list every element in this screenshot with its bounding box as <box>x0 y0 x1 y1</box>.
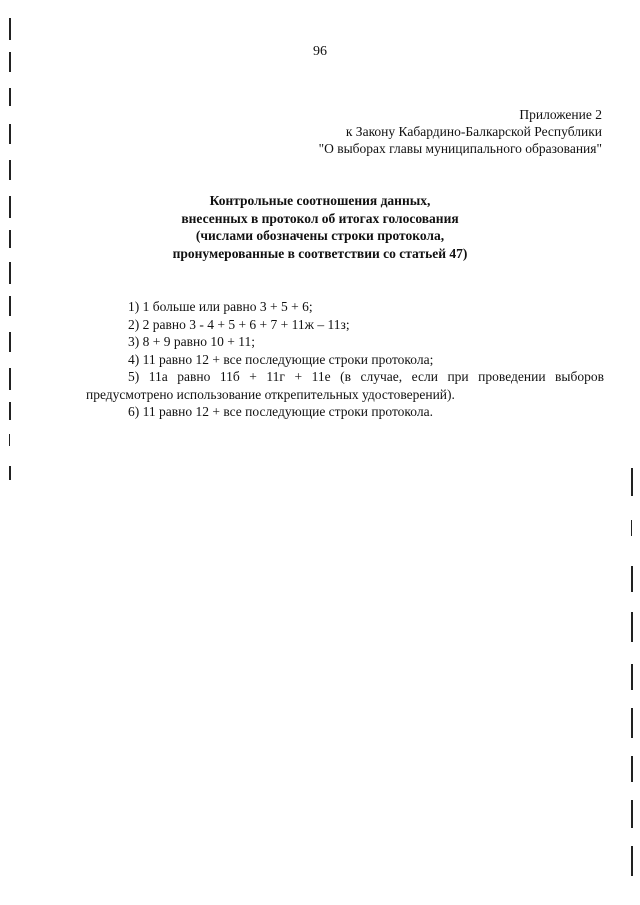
list-item: 1) 1 больше или равно 3 + 5 + 6; <box>128 299 313 314</box>
title-line: пронумерованные в соответствии со статьей 47) <box>172 245 468 261</box>
title-line: внесенных в протокол об итогах голосования <box>181 210 459 226</box>
list-item: 5) 11а равно 11б + 11г + 11е (в случае, если при проведении выборов предусмотрено использование открепительных удостоверений). <box>86 369 604 402</box>
appendix-note <box>319 106 602 157</box>
control-ratios-list <box>86 298 604 421</box>
list-item: 6) 11 равно 12 + все последующие строки протокола. <box>128 404 433 419</box>
title-line: Контрольные соотношения данных, <box>209 193 431 208</box>
title-line: (числами обозначены строки протокола, <box>195 228 445 243</box>
list-item: 4) 11 равно 12 + все последующие строки протокола; <box>128 351 434 367</box>
appendix-line: к Закону Кабардино-Балкарской Республики <box>345 124 602 139</box>
appendix-line: Приложение 2 <box>519 107 602 122</box>
list-item: 3) 8 + 9 равно 10 + 11; <box>128 334 255 349</box>
list-item: 2) 2 равно 3 - 4 + 5 + 6 + 7 + 11ж – 11з; <box>128 316 350 332</box>
appendix-line: "О выборах главы муниципального образования" <box>318 141 602 156</box>
document-title <box>0 192 640 262</box>
page-number: 96 <box>313 44 327 59</box>
